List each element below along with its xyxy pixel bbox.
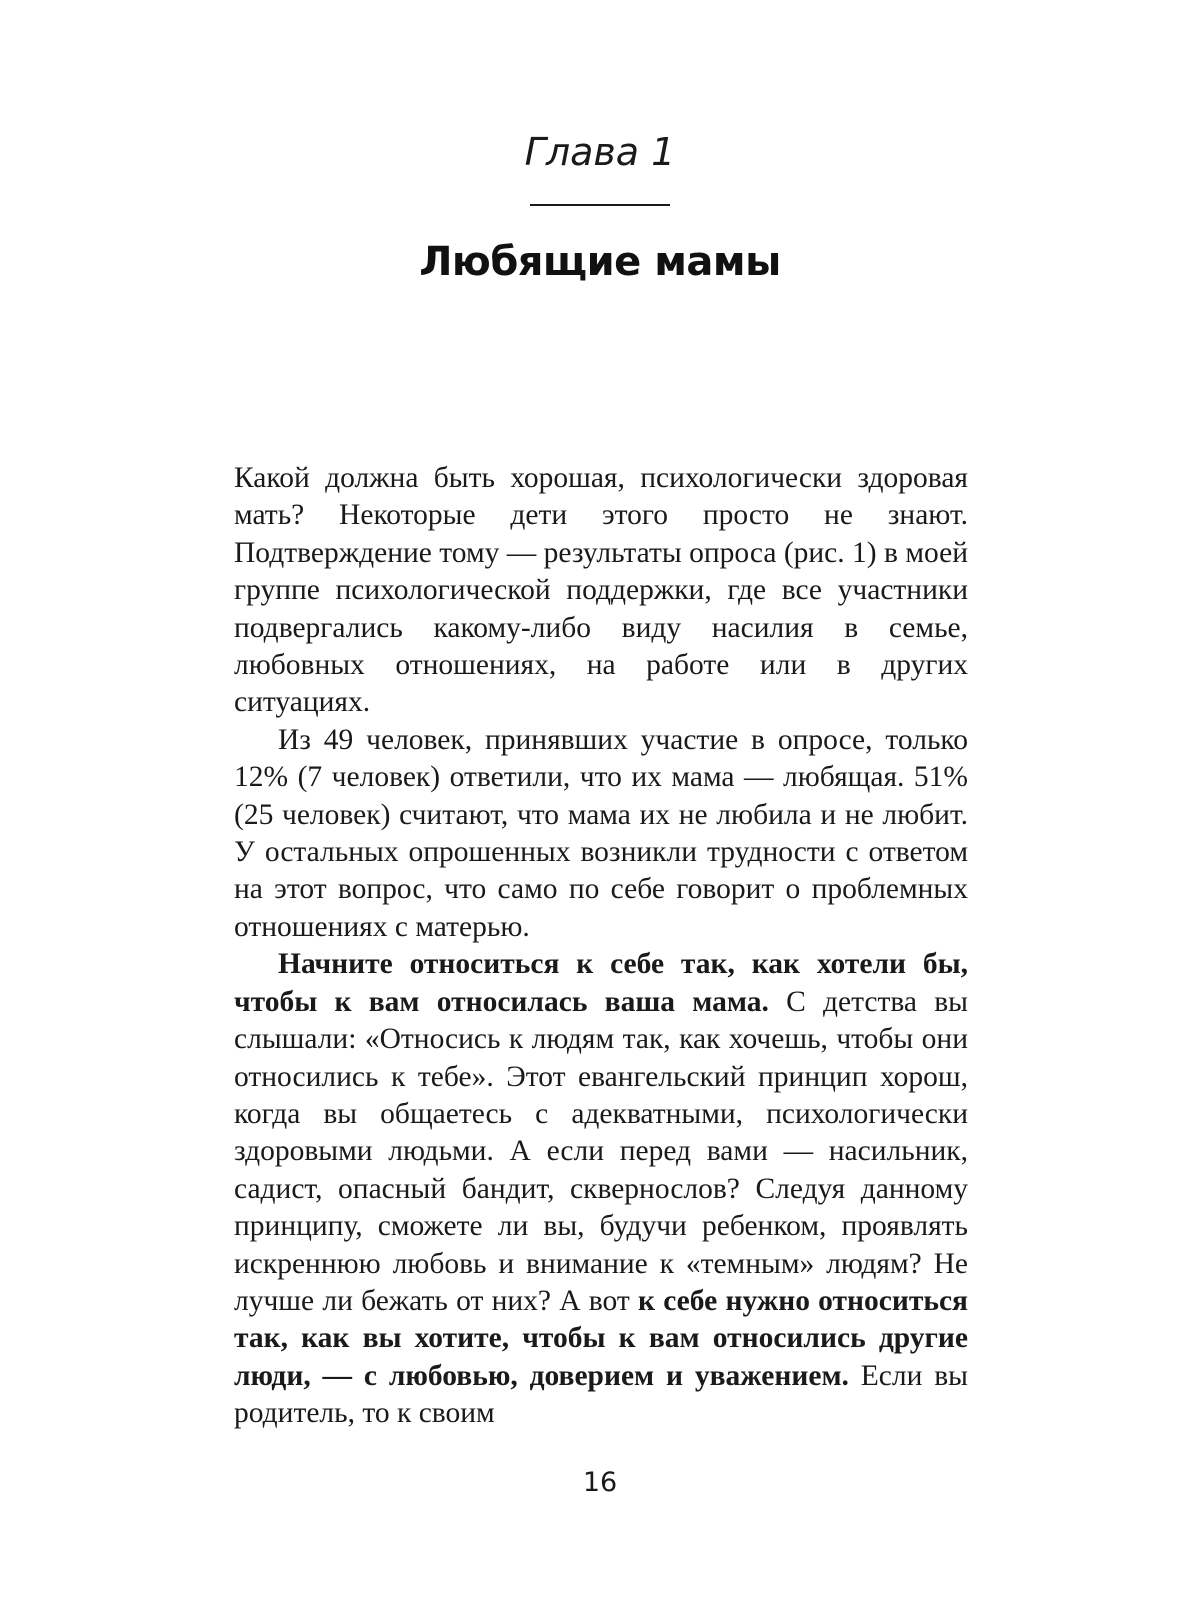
paragraph-3-bold-1: Начните относиться к себе так, как хотели бы, чтобы к вам относилась ваша мама. bbox=[234, 948, 968, 1018]
paragraph-2 bbox=[234, 722, 968, 946]
paragraph-2-text: Из 49 человек, принявших участие в опросе, только 12% (7 человек) ответили, что их мама — любящая. 51% (25 человек) считают, что мама их не любила и не любит. У остальных опрошенных возникли трудности с ответом на этот вопрос, что само по себе говорит о проблемных отношениях с матерью. bbox=[234, 723, 968, 943]
chapter-divider bbox=[530, 204, 670, 206]
paragraph-1 bbox=[234, 460, 968, 722]
paragraph-3 bbox=[234, 946, 968, 1432]
paragraph-3-text-1: С детства вы слышали: «Относись к людям так, как хочешь, чтобы они относились к тебе». Этот евангельский принцип хорош, когда вы общаетесь с адекватными, психологически здоровыми людьми. А если перед вами — насильник, садист, опасный бандит, сквернослов? Следуя данному принципу, сможете ли вы, будучи ребенком, проявлять искреннюю любовь и внимание к «темным» людям? Не лучше ли бежать от них? А вот bbox=[234, 985, 968, 1317]
paragraph-1-text: Какой должна быть хорошая, психологически здоровая мать? Некоторые дети этого просто не знают. Подтверждение тому — результаты опроса (рис. 1) в моей группе психологической поддержки, где все участники подвергались какому-либо виду насилия в семье, любовных отношениях, на работе или в других ситуациях. bbox=[234, 462, 968, 719]
chapter-label: Глава 1 bbox=[524, 130, 676, 174]
body-text bbox=[234, 460, 968, 1433]
paragraph-3-bold-2: к себе нужно относиться так, как вы хотите, чтобы к вам относились другие люди, — с любовью, доверием и уважением. bbox=[234, 1284, 969, 1392]
paragraph-3-text-2: Если вы родитель, то к своим bbox=[234, 1359, 968, 1430]
chapter-title: Любящие мамы bbox=[419, 239, 781, 285]
page-number: 16 bbox=[582, 1467, 618, 1498]
